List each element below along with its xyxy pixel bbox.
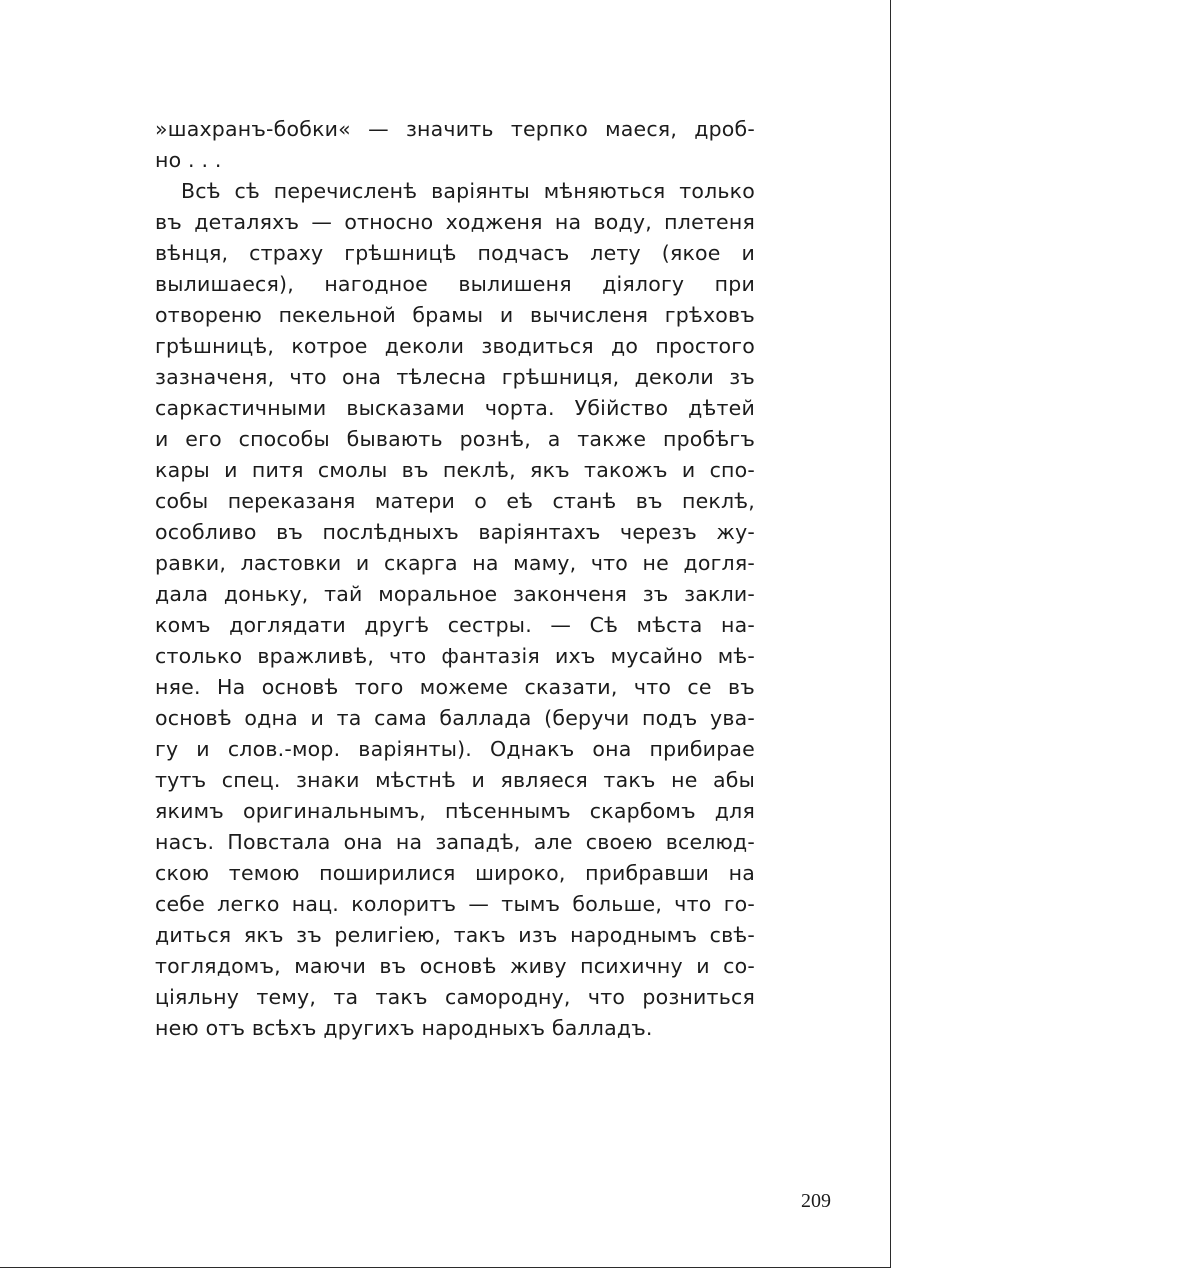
text-line: гу и слов.-мор. варіянты). Однакъ она прибирае — [155, 737, 755, 761]
text-line: равки, ластовки и скарга на маму, что не догля- — [155, 551, 755, 575]
text-line: столько вражливѣ, что фантазія ихъ мусайно мѣ- — [155, 644, 755, 668]
text-line: но . . . — [155, 148, 222, 172]
text-line: собы переказаня матери о еѣ станѣ въ пеклѣ, — [155, 489, 755, 513]
text-line: диться якъ зъ религіею, такъ изъ народнымъ свѣ- — [155, 923, 755, 947]
text-line: зазначеня, что она тѣлесна грѣшниця, деколи зъ — [155, 365, 755, 389]
text-line: »шахранъ-бобки« — значить терпко маеся, дроб- — [155, 117, 755, 141]
text-line: саркастичными высказами чорта. Убійство дѣтей — [155, 396, 755, 420]
page-number: 209 — [801, 1190, 831, 1212]
text-line: отвореню пекельной брамы и вычисленя грѣховъ — [155, 303, 755, 327]
text-line: грѣшницѣ, котрое деколи зводиться до простого — [155, 334, 755, 358]
text-line: особливо въ послѣдныхъ варіянтахъ черезъ жу- — [155, 520, 755, 544]
text-line: себе легко нац. колоритъ — тымъ больше, что го- — [155, 892, 755, 916]
text-line: вѣнця, страху грѣшницѣ подчасъ лету (якое и — [155, 241, 755, 265]
text-line: въ деталяхъ — относно ходженя на воду, плетеня — [155, 210, 755, 234]
body-text — [155, 114, 755, 1044]
text-line: насъ. Повстала она на западѣ, але своею вселюд- — [155, 830, 755, 854]
text-line: тоглядомъ, маючи въ основѣ живу психичну и со- — [155, 954, 755, 978]
text-line: дала доньку, тай моральное законченя зъ закли- — [155, 582, 755, 606]
text-line: тутъ спец. знаки мѣстнѣ и являеся такъ не абы — [155, 768, 755, 792]
text-line: кары и питя смолы въ пеклѣ, якъ такожъ и спо- — [155, 458, 755, 482]
text-line: нею отъ всѣхъ другихъ народныхъ балладъ. — [155, 1016, 653, 1040]
text-line: комъ доглядати другѣ сестры. — Сѣ мѣста на- — [155, 613, 755, 637]
text-line: вылишаеся), нагодное вылишеня діялогу при — [155, 272, 755, 296]
text-line: основѣ одна и та сама баллада (беручи подъ ува- — [155, 706, 755, 730]
text-line: и его способы бывають рознѣ, а также пробѣгъ — [155, 427, 755, 451]
text-line: ціяльну тему, та такъ самородну, что розниться — [155, 985, 755, 1009]
text-line: якимъ оригинальнымъ, пѣсеннымъ скарбомъ для — [155, 799, 755, 823]
text-line: няе. На основѣ того можеме сказати, что се въ — [155, 675, 755, 699]
text-line: скою темою поширилися широко, прибравши на — [155, 861, 755, 885]
paragraph-first-line: Всѣ сѣ перечисленѣ варіянты мѣняються только — [181, 179, 755, 203]
